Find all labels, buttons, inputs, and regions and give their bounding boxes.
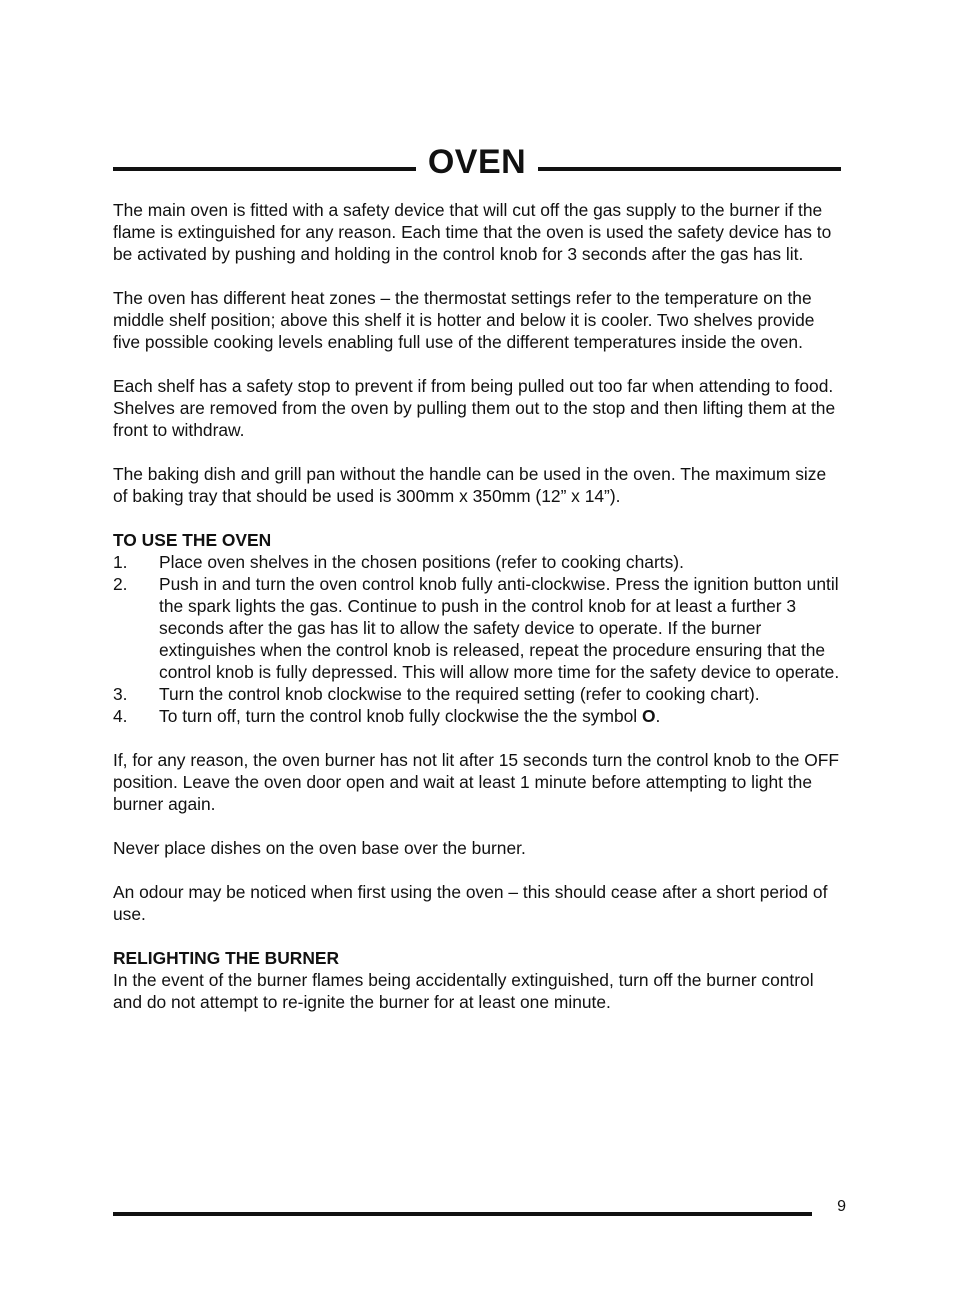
step-text: Turn the control knob clockwise to the required setting (refer to cooking chart). xyxy=(159,684,760,704)
intro-paragraph-safety-device: The main oven is fitted with a safety device that will cut off the gas supply to the burner if the flame is extinguished for any reason. Each time that the oven is used the safety device has to be activated by pushing and holding in the control knob for 3 seconds after the gas has lit. xyxy=(113,200,832,264)
not-lit-paragraph: If, for any reason, the oven burner has not lit after 15 seconds turn the control knob to the OFF position. Leave the oven door open and wait at least 1 minute before attempting to light the burner again. xyxy=(113,750,839,814)
page-number: 9 xyxy=(837,1198,846,1215)
list-item xyxy=(113,573,843,683)
page-content xyxy=(113,199,843,1013)
step-number: 1. xyxy=(113,552,128,572)
odour-paragraph: An odour may be noticed when first using the oven – this should cease after a short period of use. xyxy=(113,882,828,924)
title-row xyxy=(113,140,841,184)
relighting-heading: RELIGHTING THE BURNER xyxy=(113,948,340,968)
list-item xyxy=(113,705,843,727)
step-text xyxy=(159,705,843,727)
off-symbol: O xyxy=(642,706,656,726)
list-item xyxy=(113,683,843,705)
step-text: Place oven shelves in the chosen positions (refer to cooking charts). xyxy=(159,552,684,572)
step-number: 3. xyxy=(113,684,128,704)
step-text-main: To turn off, turn the control knob fully clockwise the the symbol xyxy=(159,706,642,726)
title-rule-right xyxy=(538,167,841,171)
step-text-end: . xyxy=(655,706,661,726)
step-number: 4. xyxy=(113,706,128,726)
footer-rule xyxy=(113,1212,812,1216)
relighting-paragraph: In the event of the burner flames being accidentally extinguished, turn off the burner control and do not attempt to re-ignite the burner for at least one minute. xyxy=(113,970,814,1012)
list-item xyxy=(113,551,843,573)
title-rule-left xyxy=(113,167,416,171)
intro-paragraph-baking-tray: The baking dish and grill pan without the handle can be used in the oven. The maximum size of baking tray that should be used is 300mm x 350mm (12” x 14”). xyxy=(113,464,827,506)
dishes-warning-paragraph: Never place dishes on the oven base over the burner. xyxy=(113,838,526,858)
use-oven-heading: TO USE THE OVEN xyxy=(113,530,272,550)
use-oven-steps xyxy=(113,551,843,727)
page-title: OVEN xyxy=(427,143,527,181)
intro-paragraph-heat-zones: The oven has different heat zones – the thermostat settings refer to the temperature on the middle shelf position; above this shelf it is hotter and below it is cooler. Two shelves provide five possible cooking levels enabling full use of the different temperatures inside the oven. xyxy=(113,288,815,352)
step-text: Push in and turn the oven control knob fully anti-clockwise. Press the ignition button until the spark lights the gas. Continue to push in the control knob for at least a further 3 seconds after the gas has lit to allow the safety device to operate. If the burner extinguishes when the control knob is released, repeat the procedure ensuring that the control knob is fully depressed. This will allow more time for the safety device to operate. xyxy=(159,574,840,682)
step-number: 2. xyxy=(113,574,128,594)
intro-paragraph-shelf-stop: Each shelf has a safety stop to prevent if from being pulled out too far when attending to food. Shelves are removed from the oven by pulling them out to the stop and then lifting them at the front to withdraw. xyxy=(113,376,836,440)
